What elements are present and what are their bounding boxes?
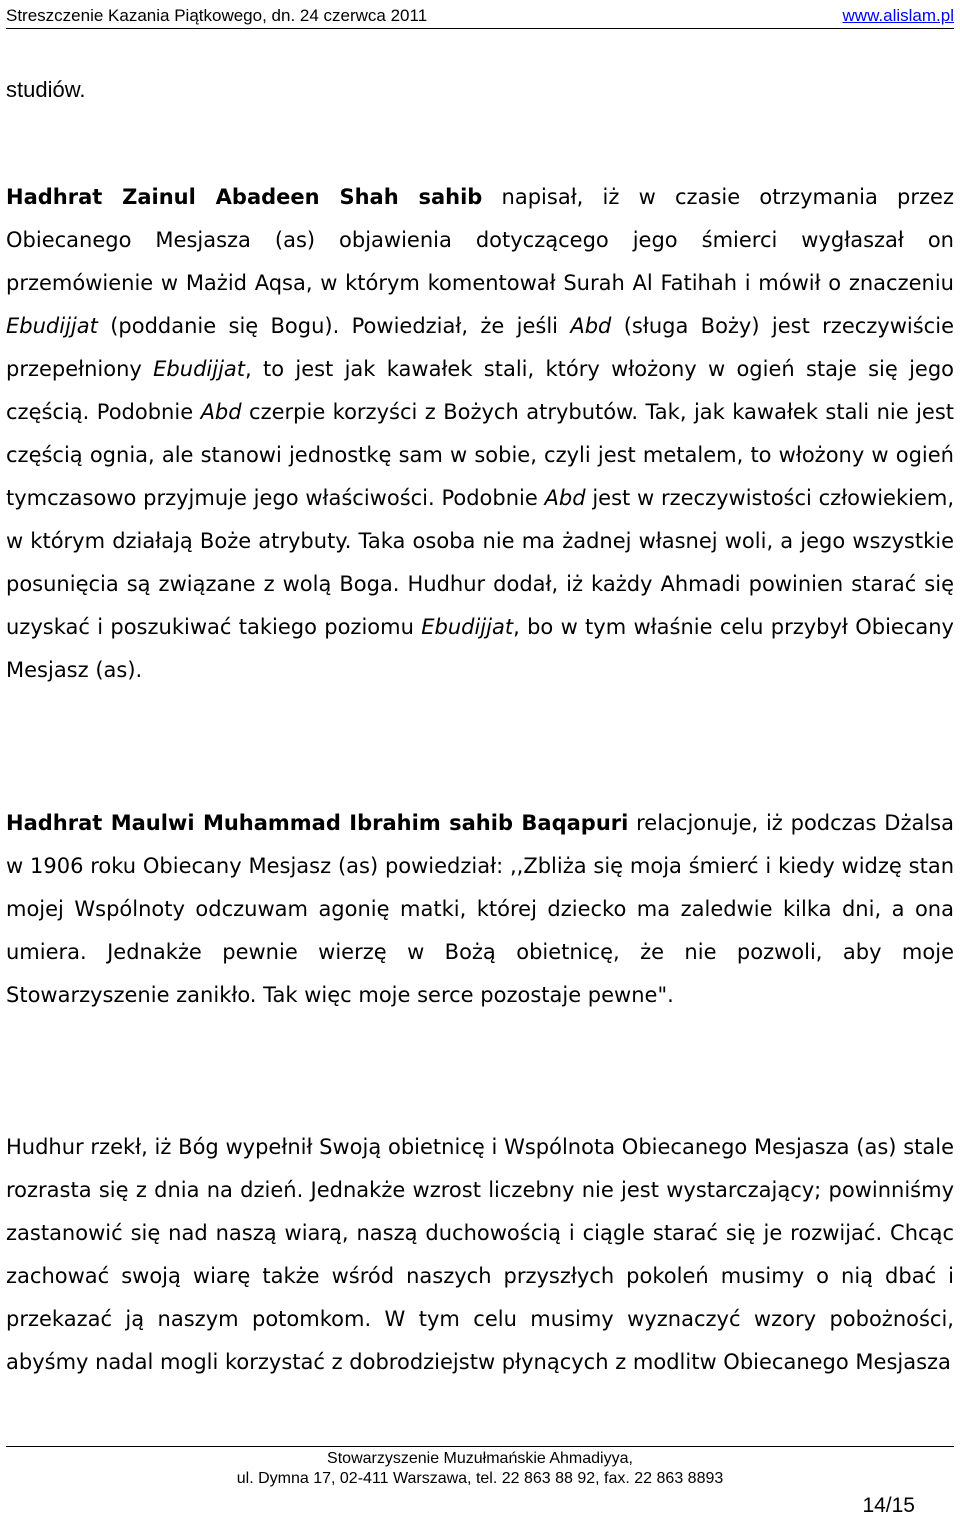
person-name: Hadhrat Zainul Abadeen Shah sahib [6,185,483,209]
paragraph-text: (poddanie się Bogu). Powiedział, że jeśli [97,314,571,338]
paragraph-baqapuri [6,802,954,1017]
header-title: Streszczenie Kazania Piątkowego, dn. 24 czerwca 2011 [6,6,428,25]
paragraph-text: czerpie korzyści z Bożych atrybutów. Tak, jak kawałek stali nie jest częścią ognia, ale stanowi jednostkę sam w sobie, czyli jest metalem, to włożony w ogień tymczasowo przyjmuje jego właściwości. Podobnie [6,400,954,510]
italic-term: Abd [544,486,586,510]
italic-term: Abd [200,400,242,424]
paragraph-text: Hudhur rzekł, iż Bóg wypełnił Swoją obietnicę i Wspólnota Obiecanego Mesjasza (as) stale rozrasta się z dnia na dzień. Jednakże wzrost liczebny nie jest wystarczający; powinniśmy zastanowić się nad naszą wiarą, naszą duchowością i ciągle starać się je rozwijać. Chcąc zachować swoją wiarę także wśród naszych przyszłych pokoleń musimy o nią dbać i przekazać ją naszym potomkom. W tym celu musimy wyznaczyć wzory pobożności, abyśmy nadal mogli korzystać z dobrodziejstw płynących z modlitw Obiecanego Mesjasza [6,1135,954,1374]
paragraph-text: , bo w tym właśnie celu przybył Obiecany Mesjasz (as). [6,615,954,682]
paragraph-text: , to jest jak kawałek stali, który włożony w ogień staje się jego częścią. Podobnie [6,357,955,424]
italic-term: Abd [570,314,612,338]
italic-term: Ebudijjat [153,357,246,381]
footer-address: ul. Dymna 17, 02-411 Warszawa, tel. 22 863 88 92, fax. 22 863 8893 [236,1470,724,1487]
italic-term: Ebudijjat [6,314,98,338]
page-header [6,4,954,29]
paragraph-text: napisał, iż w czasie otrzymania przez Obiecanego Mesjasza (as) objawienia dotyczącego jego śmierci wygłaszał on przemówienie w Mażid Aqsa, w którym komentował Surah Al Fatihah i mówił o znaczeniu [6,185,954,295]
header-link[interactable]: www.alislam.pl [842,6,954,25]
paragraph-text: (sługa Boży) jest rzeczywiście przepełniony [6,314,954,381]
paragraph-text: relacjonuje, iż podczas Dżalsa w 1906 roku Obiecany Mesjasz (as) powiedział: ,,Zbliża się moja śmierć i kiedy widzę stan mojej Wspólnoty odczuwam agonię matki, której dziecko ma zaledwie kilka dni, a ona umiera. Jednakże pewnie wierzę w Bożą obietnicę, że nie pozwoli, aby moje Stowarzyszenie zanikło. Tak więc moje serce pozostaje pewne". [6,811,954,1007]
paragraph-text: jest w rzeczywistości człowiekiem, w którym działają Boże atrybuty. Taka osoba nie ma żadnej własnej woli, a jego wszystkie posunięcia są związane z wolą Boga. Hudhur dodał, iż każdy Ahmadi powinien starać się uzyskać i poszukiwać takiego poziomu [6,486,954,639]
page-footer [6,1446,954,1489]
continuation-text: studiów. [6,77,86,102]
paragraph-hudhur [6,1126,954,1384]
italic-term: Ebudijjat [421,615,514,639]
paragraph-zainul-abadeen [6,176,954,692]
person-name: Hadhrat Maulwi Muhammad Ibrahim sahib Baqapuri [6,811,629,835]
page-number: 14/15 [862,1494,915,1517]
footer-organization: Stowarzyszenie Muzułmańskie Ahmadiyya, [327,1450,633,1467]
